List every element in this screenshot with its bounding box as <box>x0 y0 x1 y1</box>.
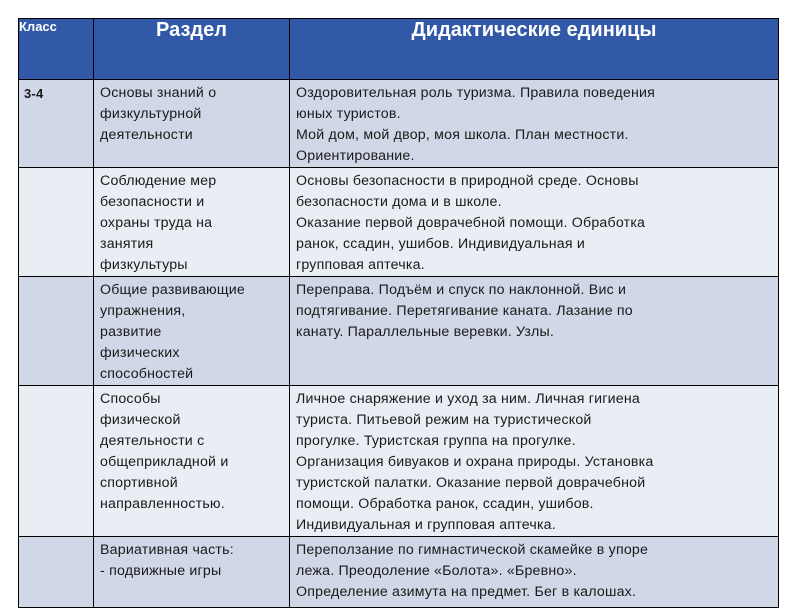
curriculum-table <box>18 18 779 608</box>
table-row <box>19 168 779 277</box>
header-class: Класс <box>19 19 94 80</box>
cell-section: Соблюдение мер безопасности и охраны труда на занятия физкультуры <box>94 168 290 277</box>
cell-section: Общие развивающие упражнения, развитие физических способностей <box>94 277 290 386</box>
cell-units: Переправа. Подъём и спуск по наклонной. Вис и подтягивание. Перетягивание каната. Лазание по канату. Параллельные веревки. Узлы. <box>290 277 779 386</box>
cell-units: Переползание по гимнастической скамейке в упоре лежа. Преодоление «Болота». «Бревно». Определение азимута на предмет. Бег в калошах. <box>290 537 779 608</box>
header-section: Раздел <box>94 19 290 80</box>
cell-class <box>19 277 94 386</box>
cell-units: Оздоровительная роль туризма. Правила поведения юных туристов. Мой дом, мой двор, моя школа. План местности. Ориентирование. <box>290 80 779 168</box>
cell-class <box>19 386 94 537</box>
cell-section: Основы знаний о физкультурной деятельности <box>94 80 290 168</box>
cell-section: Вариативная часть: - подвижные игры <box>94 537 290 608</box>
table-header-row <box>19 19 779 80</box>
table-row <box>19 537 779 608</box>
cell-class <box>19 168 94 277</box>
cell-units: Личное снаряжение и уход за ним. Личная гигиена туриста. Питьевой режим на туристической прогулке. Туристская группа на прогулке. Организация бивуаков и охрана природы. Установка туристской палатки. Оказание первой доврачебной помощи. Обработка ранок, ссадин, ушибов. Индивидуальная и групповая аптечка. <box>290 386 779 537</box>
table-row <box>19 277 779 386</box>
cell-section: Способы физической деятельности с общеприкладной и спортивной направленностью. <box>94 386 290 537</box>
cell-units: Основы безопасности в природной среде. Основы безопасности дома и в школе. Оказание первой доврачебной помощи. Обработка ранок, ссадин, ушибов. Индивидуальная и групповая аптечка. <box>290 168 779 277</box>
cell-class: 3-4 <box>19 80 94 168</box>
cell-class <box>19 537 94 608</box>
table-row <box>19 80 779 168</box>
table-row <box>19 386 779 537</box>
header-units: Дидактические единицы <box>290 19 779 80</box>
